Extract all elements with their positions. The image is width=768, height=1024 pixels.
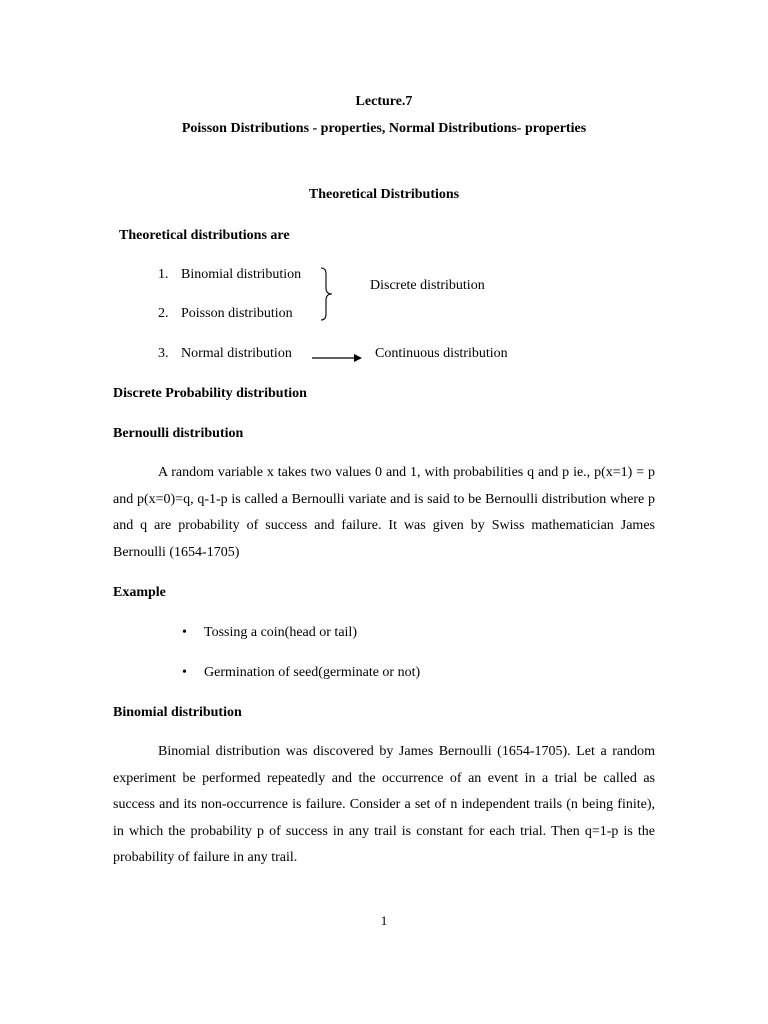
bernoulli-heading: Bernoulli distribution [113, 426, 244, 441]
list-item: Tossing a coin(head or tail) [204, 625, 357, 640]
bernoulli-paragraph: A random variable x takes two values 0 and 1, with probabilities q and p ie., p(x=1) = p and p(x=0)=q, q-1-p is called a Bernoulli variate and is said to be Bernoulli distribution where p and q are probability of success and failure. It was given by Swiss mathematician James Bernoulli (1654-1705) [113, 465, 655, 560]
list-item-label: Binomial distribution [181, 267, 302, 282]
bullet-icon: • [182, 665, 187, 680]
lecture-subtitle: Poisson Distributions - properties, Normal Distributions- properties [181, 121, 587, 136]
discrete-probability-heading: Discrete Probability distribution [113, 386, 307, 401]
list-item-number: 3. [158, 346, 169, 361]
discrete-distribution-label: Discrete distribution [370, 278, 485, 293]
page-number: 1 [380, 913, 388, 928]
section-title: Theoretical Distributions [308, 187, 460, 202]
curly-brace-icon [318, 266, 336, 322]
list-item-label: Normal distribution [181, 346, 292, 361]
binomial-paragraph: Binomial distribution was discovered by James Bernoulli (1654-1705). Let a random experiment be performed repeatedly and the occurrence of an event in a trial be called as success and its non-occurrence is failure. Consider a set of n independent trails (n being finite), in which the probability p of success in any trail is constant for each trial. Then q=1-p is the probability of failure in any trail. [113, 744, 655, 865]
list-item-number: 1. [158, 267, 169, 282]
bullet-icon: • [182, 625, 187, 640]
lecture-title: Lecture.7 [355, 94, 413, 109]
binomial-heading: Binomial distribution [113, 705, 242, 720]
example-heading: Example [113, 585, 166, 600]
list-item: Germination of seed(germinate or not) [204, 665, 421, 680]
list-item-label: Poisson distribution [181, 306, 293, 321]
intro-heading: Theoretical distributions are [119, 228, 290, 243]
continuous-distribution-label: Continuous distribution [375, 346, 508, 361]
list-item-number: 2. [158, 306, 169, 321]
arrow-right-icon [311, 351, 363, 365]
